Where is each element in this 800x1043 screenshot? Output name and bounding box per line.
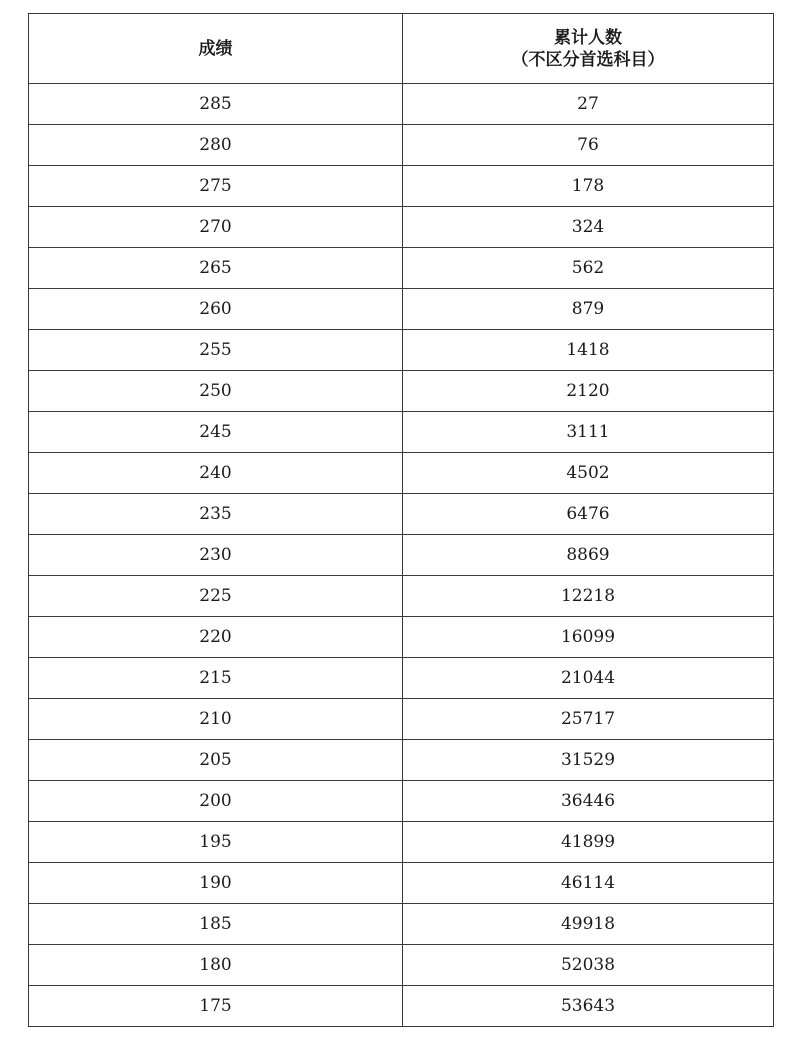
cumulative-count-cell: 41899 [403, 822, 774, 863]
score-cell: 240 [29, 453, 403, 494]
table-header-row [29, 14, 774, 84]
table-row [29, 699, 774, 740]
cumulative-count-cell: 76 [403, 125, 774, 166]
cumulative-count-cell: 36446 [403, 781, 774, 822]
score-cell: 230 [29, 535, 403, 576]
table-row [29, 617, 774, 658]
score-cell: 220 [29, 617, 403, 658]
cumulative-count-cell: 31529 [403, 740, 774, 781]
cumulative-count-cell: 25717 [403, 699, 774, 740]
cumulative-count-cell: 3111 [403, 412, 774, 453]
cumulative-count-cell: 879 [403, 289, 774, 330]
cumulative-count-cell: 178 [403, 166, 774, 207]
cumulative-count-cell: 12218 [403, 576, 774, 617]
score-cell: 175 [29, 986, 403, 1027]
header-score-label: 成绩 [198, 38, 233, 59]
score-cell: 250 [29, 371, 403, 412]
header-count-title: 累计人数 [554, 27, 622, 48]
cumulative-count-cell: 324 [403, 207, 774, 248]
table-row [29, 658, 774, 699]
cumulative-count-cell: 562 [403, 248, 774, 289]
score-cell: 185 [29, 904, 403, 945]
header-cumulative-count [403, 14, 774, 84]
table-row [29, 904, 774, 945]
score-cell: 180 [29, 945, 403, 986]
table-row [29, 207, 774, 248]
score-cell: 245 [29, 412, 403, 453]
header-count-subtitle: （不区分首选科目） [511, 49, 665, 70]
score-cell: 200 [29, 781, 403, 822]
table-row [29, 371, 774, 412]
cumulative-count-cell: 2120 [403, 371, 774, 412]
score-cell: 235 [29, 494, 403, 535]
table-row [29, 986, 774, 1027]
score-cell: 205 [29, 740, 403, 781]
score-cell: 215 [29, 658, 403, 699]
table-row [29, 945, 774, 986]
score-cell: 225 [29, 576, 403, 617]
cumulative-count-cell: 1418 [403, 330, 774, 371]
score-cell: 265 [29, 248, 403, 289]
cumulative-count-cell: 21044 [403, 658, 774, 699]
table-row [29, 822, 774, 863]
table-row [29, 248, 774, 289]
table-row [29, 576, 774, 617]
cumulative-count-cell: 16099 [403, 617, 774, 658]
table-row [29, 740, 774, 781]
cumulative-count-cell: 49918 [403, 904, 774, 945]
table-row [29, 781, 774, 822]
score-cell: 280 [29, 125, 403, 166]
table-row [29, 535, 774, 576]
table-row [29, 125, 774, 166]
score-distribution-table [28, 13, 774, 1027]
cumulative-count-cell: 8869 [403, 535, 774, 576]
table-row [29, 289, 774, 330]
table-row [29, 330, 774, 371]
cumulative-count-cell: 53643 [403, 986, 774, 1027]
score-cell: 275 [29, 166, 403, 207]
header-score [29, 14, 403, 84]
table-body [29, 84, 774, 1027]
table-row [29, 412, 774, 453]
score-cell: 285 [29, 84, 403, 125]
cumulative-count-cell: 27 [403, 84, 774, 125]
table-row [29, 863, 774, 904]
score-cell: 255 [29, 330, 403, 371]
table-row [29, 84, 774, 125]
score-cell: 190 [29, 863, 403, 904]
score-cell: 195 [29, 822, 403, 863]
score-cell: 210 [29, 699, 403, 740]
score-cell: 270 [29, 207, 403, 248]
cumulative-count-cell: 52038 [403, 945, 774, 986]
table-row [29, 494, 774, 535]
cumulative-count-cell: 6476 [403, 494, 774, 535]
cumulative-count-cell: 46114 [403, 863, 774, 904]
cumulative-count-cell: 4502 [403, 453, 774, 494]
table-row [29, 453, 774, 494]
table-row [29, 166, 774, 207]
score-cell: 260 [29, 289, 403, 330]
